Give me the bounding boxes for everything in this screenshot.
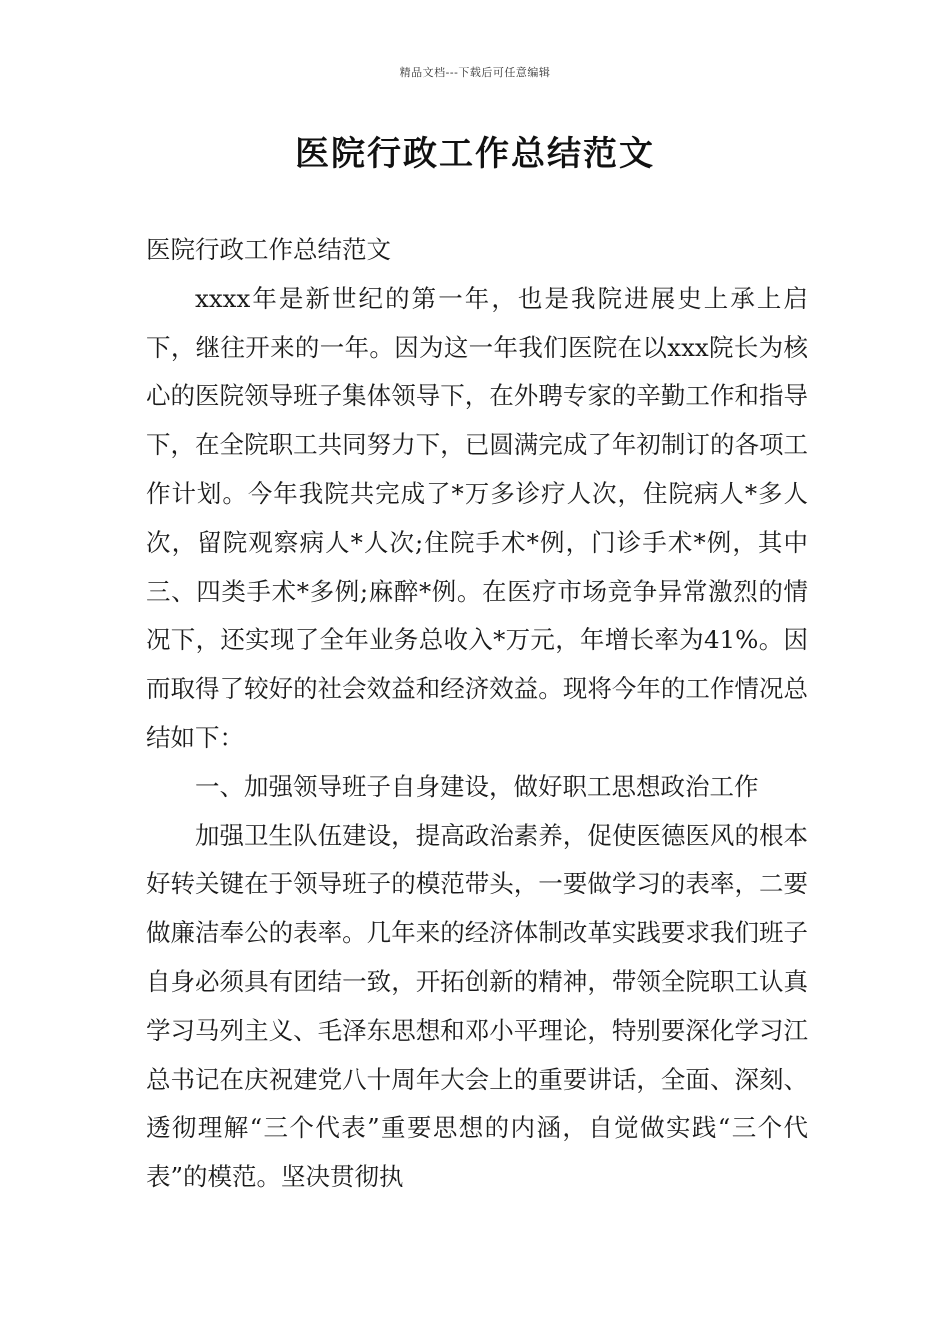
document-title: 医院行政工作总结范文 — [295, 134, 655, 174]
paragraph-section-1: 加强卫生队伍建设，提高政治素养，促使医德医风的根本好转关键在于领导班子的模范带头，一要做学习的表率，二要做廉洁奉公的表率。几年来的经济体制改革实践要求我们班子自身必须具有团结一致，开拓创新的精神，带领全院职工认真学习马列主义、毛泽东思想和邓小平理论，特别要深化学习江总书记在庆祝建党八十周年大会上的重要讲话，全面、深刻、透彻理解“三个代表”重要思想的内涵，自觉做实践“三个代表”的模范。坚决贯彻执 — [146, 820, 808, 1192]
section-heading-1: 一、加强领导班子自身建设，做好职工思想政治工作 — [195, 771, 759, 801]
paragraph-intro: xxxx年是新世纪的第一年，也是我院进展史上承上启下，继往开来的一年。因为这一年我们医院在以xxx院长为核心的医院领导班子集体领导下，在外聘专家的辛勤工作和指导下，在全院职工共同努力下，已圆满完成了年初制订的各项工作计划。今年我院共完成了*万多诊疗人次，住院病人*多人次，留院观察病人*人次;住院手术*例，门诊手术*例，其中三、四类手术*多例;麻醉*例。在医疗市场竞争异常激烈的情况下，还实现了全年业务总收入*万元，年增长率为41%。因而取得了较好的社会效益和经济效益。现将今年的工作情况总结如下： — [146, 283, 808, 752]
paragraph-subtitle: 医院行政工作总结范文 — [146, 235, 391, 264]
header-note: 精品文档---下载后可任意编辑 — [399, 66, 551, 79]
document-body — [146, 226, 808, 1202]
